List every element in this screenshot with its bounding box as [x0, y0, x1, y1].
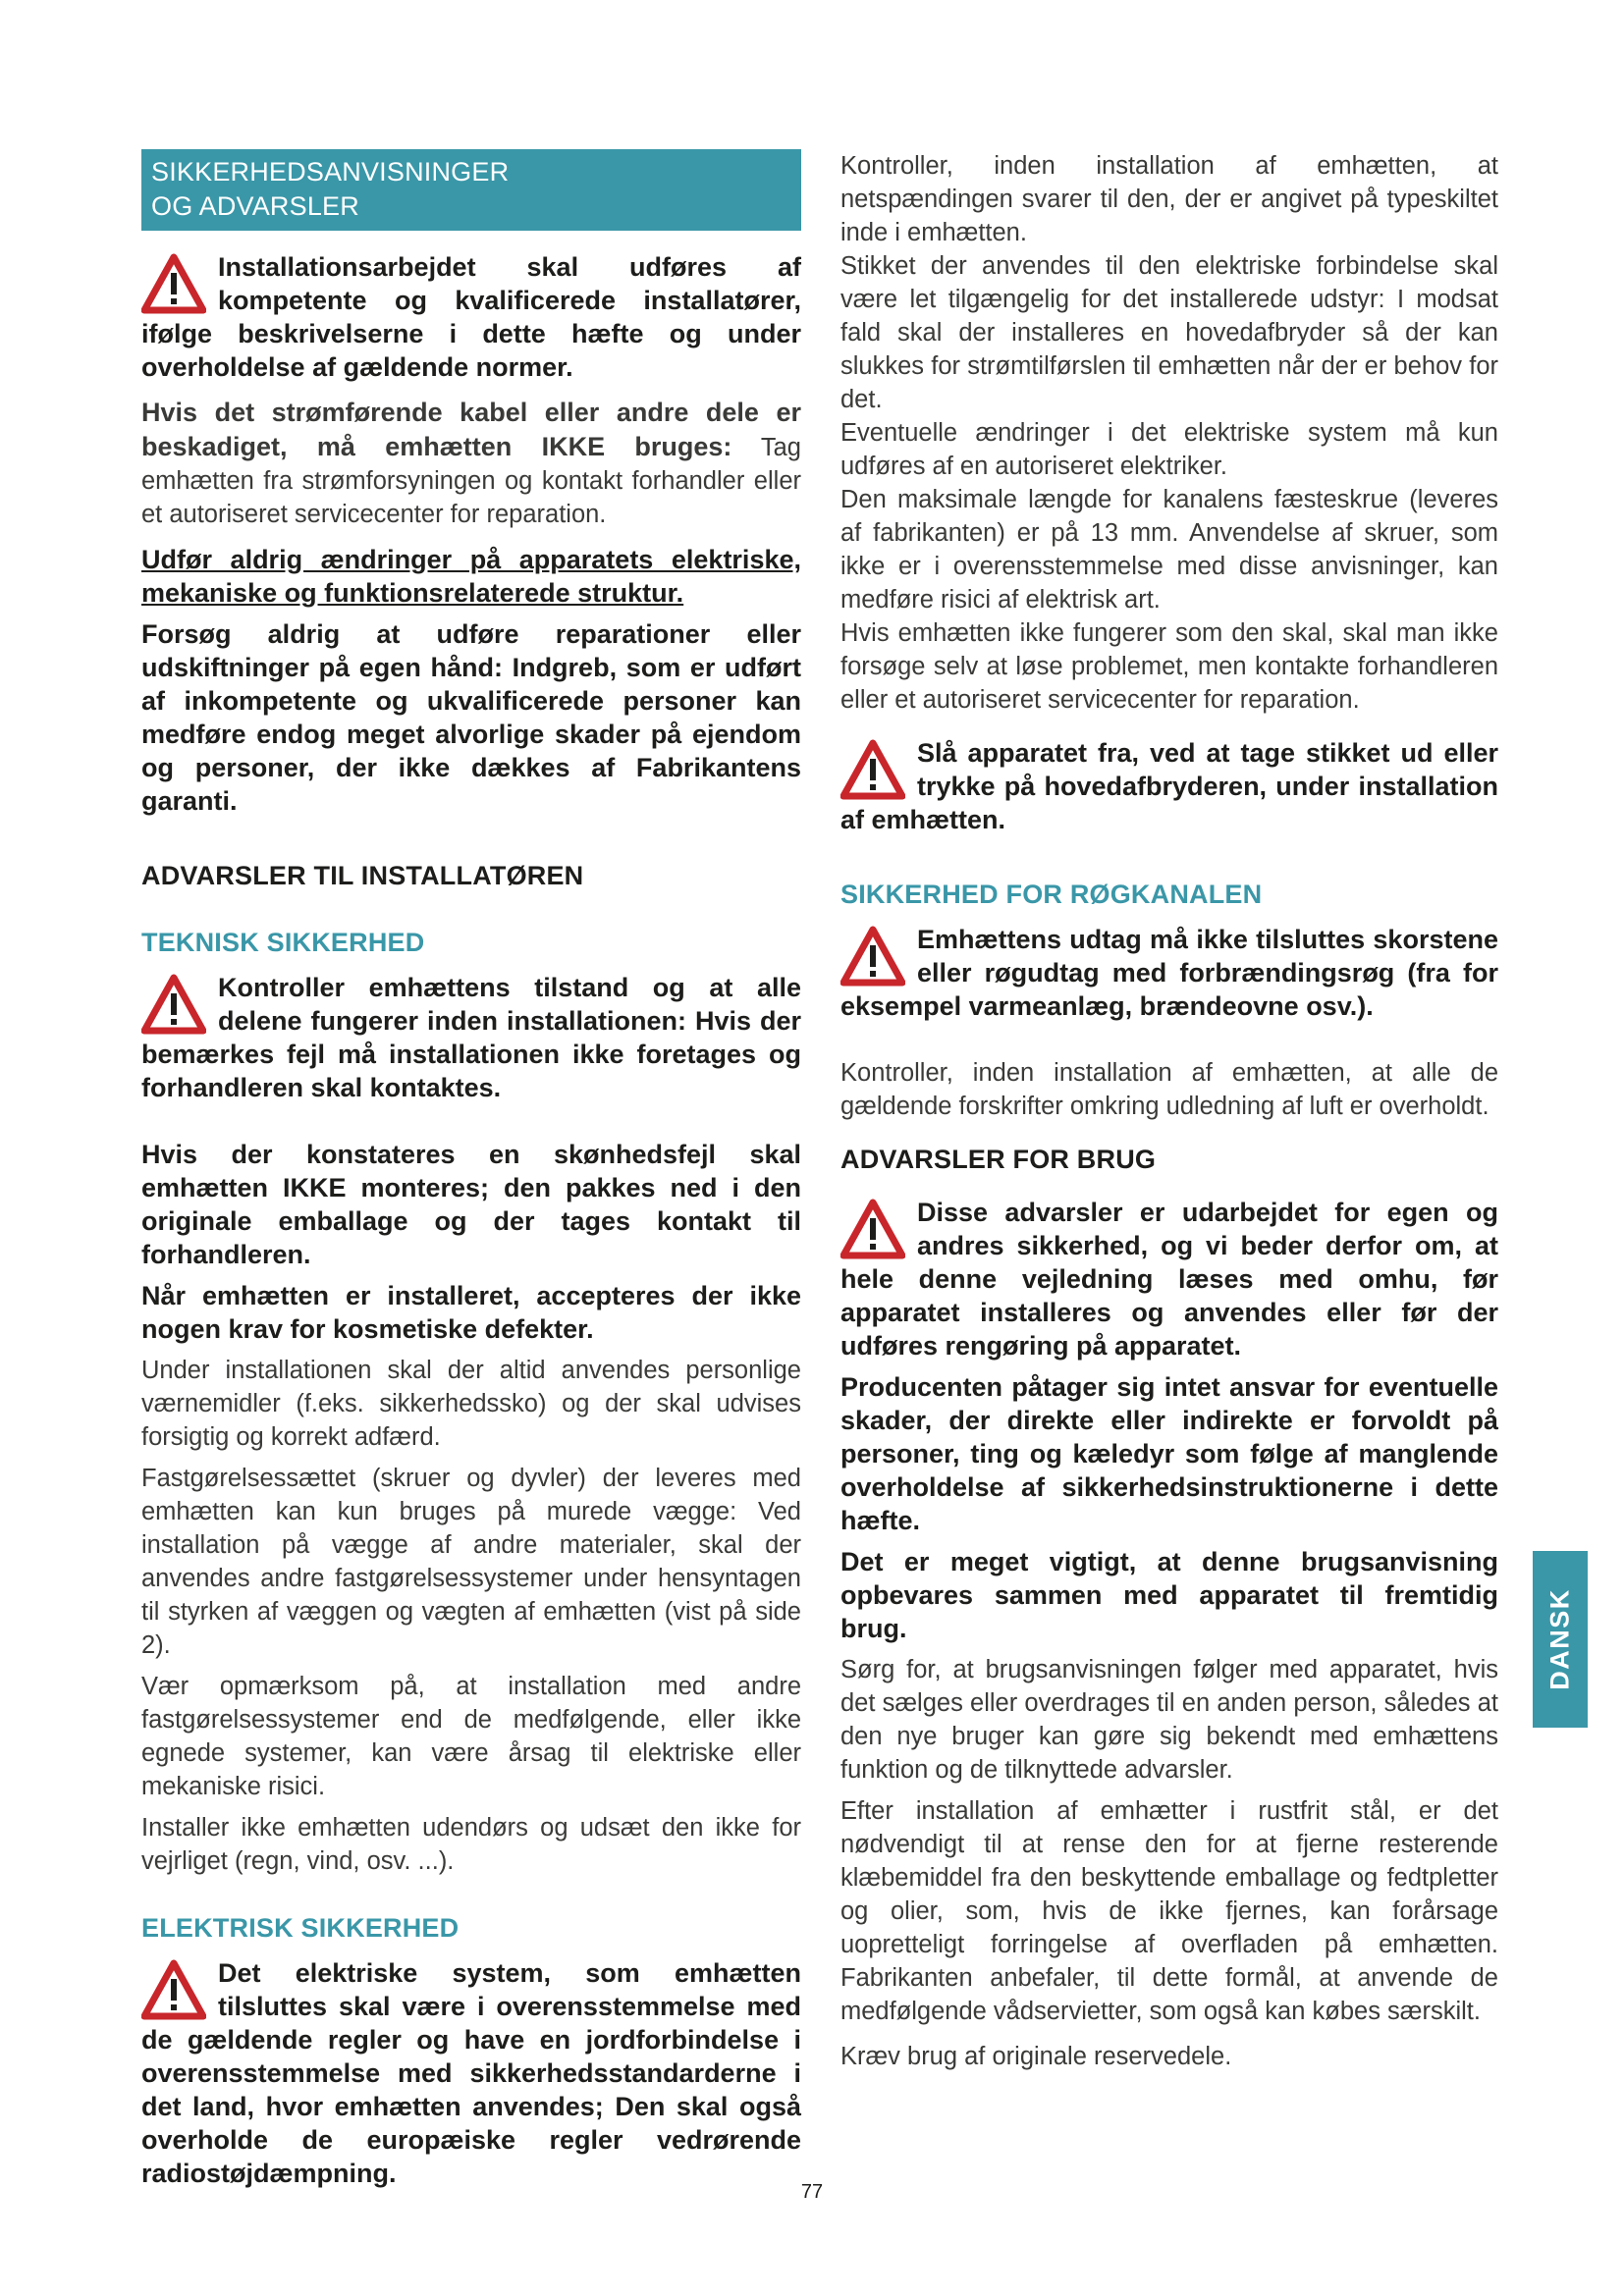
warning-text: Disse advarsler er udarbejdet for egen og andres sikkerhed, og vi beder derfor om, at hele denne vejledning læses med omhu, før apparatet installeres og anvendes eller før der udføres rengøring på apparatet.: [840, 1198, 1498, 1361]
warning-electrical-system: [141, 1956, 801, 2190]
warning-flue: [840, 923, 1498, 1023]
page-number: 77: [800, 2181, 824, 2203]
heading-usage-warnings: ADVARSLER FOR BRUG: [840, 1145, 1157, 1174]
paragraph-voltage: Kontroller, inden installation af emhætten, at netspændingen svarer til den, der er angivet på typeskiltet inde i emhætten.: [840, 152, 1498, 246]
paragraph-fixing-kit: Fastgørelsessættet (skruer og dyvler) der leveres med emhætten kan kun bruges på murede vægge: Ved installation på vægge af andre materialer, skal der anvendes andre fastgørelsessystemer under hensyntagen til styrken af væggen og vægten af emhætten (vist på side 2).: [141, 1465, 801, 1659]
paragraph-after-install: Når emhætten er installeret, accepteres der ikke nogen krav for kosmetiske defekter.: [141, 1281, 801, 1344]
paragraph-never-modify: Udfør aldrig ændringer på apparatets elektriske, mekaniske og funktionsrelaterede struktur.: [141, 545, 801, 608]
heading-flue-safety: SIKKERHED FOR RØGKANALEN: [840, 880, 1263, 909]
warning-unplug: [840, 736, 1498, 836]
banner-line-1: SIKKERHEDSANVISNINGER: [151, 157, 510, 187]
banner-line-2: OG ADVARSLER: [151, 191, 359, 221]
warning-text: Det elektriske system, som emhætten tilsluttes skal være i overensstemmelse med de gældende regler og have en jordforbindelse i overensstemmelse med sikkerhedsstandarderne i det land, hvor emhætten anvendes; Den skal også overholde de europæiske regler vedrørende radiostøjdæmpning.: [141, 1958, 801, 2188]
paragraph-air-discharge: Kontroller, inden installation af emhætten, at alle de gældende forskrifter omkring udledning af luft er overholdt.: [840, 1059, 1498, 1120]
warning-triangle-icon: [840, 1199, 905, 1259]
section-banner: [141, 149, 801, 231]
damaged-cable-text: Tag emhætten fra strømforsyningen og kontakt forhandler eller et autoriseret servicecenter for reparation.: [141, 434, 801, 528]
paragraph-transfer-manual: Sørg for, at brugsanvisningen følger med apparatet, hvis det sælges eller overdrages til en anden person, således at den nye bruger kan gøre sig bekendt med emhættens funktion og de tilknyttede advarsler.: [840, 1656, 1498, 1784]
paragraph-plug: Stikket der anvendes til den elektriske forbindelse skal være let tilgængelig for det installerede udstyr: I modsat fald skal der installeres en hovedafbryder så der kan slukkes for strømtilførslen til emhætten når der er behov for det.: [840, 252, 1498, 413]
warning-installation-competence: [141, 250, 801, 384]
warning-text: Installationsarbejdet skal udføres af kompetente og kvalificerede installatører, ifølge beskrivelserne i dette hæfte og under overholdelse af gældende normer.: [141, 252, 801, 382]
paragraph-screw-length: Den maksimale længde for kanalens fæsteskrue (leveres af fabrikanten) er på 13 mm. Anvendelse af skruer, som ikke er i overensstemmelse med disse anvisninger, kan medføre risici af elektrisk art.: [840, 486, 1498, 614]
language-side-tab: [1533, 1551, 1588, 1728]
heading-electrical-safety: ELEKTRISK SIKKERHED: [141, 1913, 460, 1943]
paragraph-other-fixings: Vær opmærksom på, at installation med andre fastgørelsessystemer end de medfølgende, eller ikke egnede systemer, kan være årsag til elektriske eller mekaniske risici.: [141, 1673, 801, 1800]
paragraph-manufacturer-liability: Producenten påtager sig intet ansvar for eventuelle skader, der direkte eller indirekte er forvoldt på personer, ting og kæledyr som følge af manglende overholdelse af sikkerhedsinstruktionerne i dette hæfte.: [840, 1372, 1498, 1535]
warning-read-manual: [840, 1196, 1498, 1362]
warning-triangle-icon: [141, 974, 206, 1035]
language-label: DANSK: [1544, 1588, 1575, 1690]
warning-text: Kontroller emhættens tilstand og at alle delene fungerer inden installationen: Hvis der bemærkes fejl må installationen ikke foretages og forhandleren skal kontaktes.: [141, 973, 801, 1102]
warning-text: Emhættens udtag må ikke tilsluttes skorstene eller røgudtag med forbrændingsrøg (fra for eksempel varmeanlæg, brændeovne osv.).: [840, 925, 1498, 1021]
warning-text: Slå apparatet fra, ved at tage stikket ud eller trykke på hovedafbryderen, under installation af emhætten.: [840, 738, 1498, 834]
paragraph-no-self-repair: Forsøg aldrig at udføre reparationer eller udskiftninger på egen hånd: Indgreb, som er udført af inkompetente og ukvalificerede personer kan medføre endog meget alvorlige skader på ejendom og personer, der ikke dækkes af Fabrikantens garanti.: [141, 619, 801, 816]
heading-technical-safety: TEKNISK SIKKERHED: [141, 928, 425, 957]
paragraph-spare-parts: Kræv brug af originale reservedele.: [840, 2043, 1232, 2070]
damaged-cable-bold: Hvis det strømførende kabel eller andre dele er beskadiget, må emhætten IKKE bruges:: [141, 398, 801, 461]
heading-installer-warnings: ADVARSLER TIL INSTALLATØREN: [141, 861, 584, 890]
paragraph-beauty-defect: Hvis der konstateres en skønhedsfejl skal emhætten IKKE monteres; den pakkes ned i den originale emballage og der tages kontakt til forhandleren.: [141, 1140, 801, 1269]
paragraph-stainless-cleaning: Efter installation af emhætter i rustfrit stål, er det nødvendigt til at rense den for at fjerne resterende klæbemiddel fra den beskyttende emballage og fedtpletter og olier, som, hvis de ikke fjernes, kan forårsage uopretteligt forringelse af overfladen på emhætten. Fabrikanten anbefaler, til dette formål, at anvende de medfølgende vådservietter, som også kan købes særskilt.: [840, 1797, 1498, 2025]
paragraph-keep-manual: Det er meget vigtigt, at denne brugsanvisning opbevares sammen med apparatet til fremtidig brug.: [840, 1547, 1498, 1643]
warning-triangle-icon: [141, 1959, 206, 2020]
paragraph-malfunction: Hvis emhætten ikke fungerer som den skal, skal man ikke forsøge selv at løse problemet, men kontakte forhandleren eller et autoriseret servicecenter for reparation.: [840, 619, 1498, 714]
paragraph-damaged-cable: [141, 396, 801, 531]
warning-check-condition: [141, 971, 801, 1104]
paragraph-changes: Eventuelle ændringer i det elektriske system må kun udføres af en autoriseret elektriker.: [840, 419, 1498, 480]
left-column: [141, 149, 801, 2190]
warning-triangle-icon: [840, 739, 905, 800]
right-column: [840, 149, 1498, 2073]
paragraph-protective-equipment: Under installationen skal der altid anvendes personlige værnemidler (f.eks. sikkerhedssko) og der skal udvises forsigtig og korrekt adfærd.: [141, 1357, 801, 1451]
warning-triangle-icon: [840, 926, 905, 987]
warning-triangle-icon: [141, 253, 206, 314]
paragraph-outdoors: Installer ikke emhætten udendørs og udsæt den ikke for vejrliget (regn, vind, osv. ...).: [141, 1814, 801, 1875]
